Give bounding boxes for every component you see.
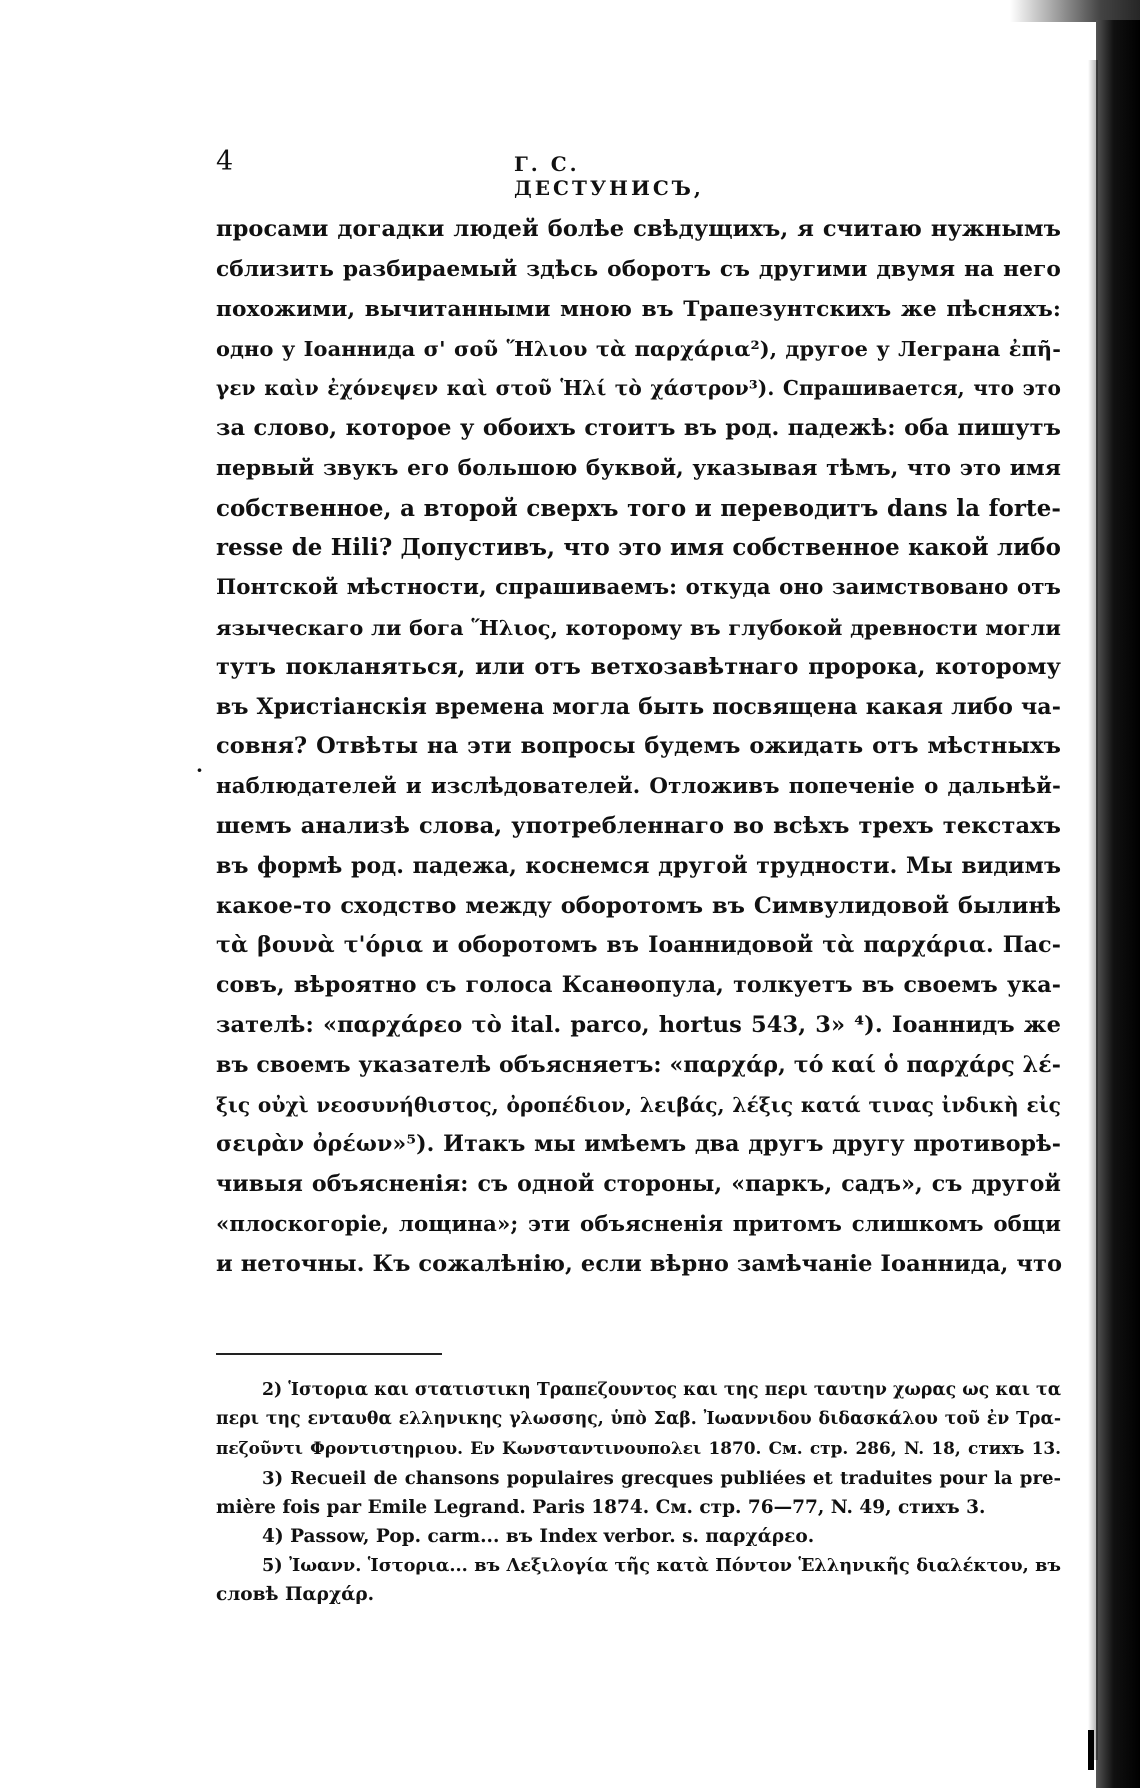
text-line: какое-то сходство между оборотомъ въ Симвулидовой былинѣ xyxy=(216,892,1061,919)
text-line: γεν καὶν ἐχόνεψεν καὶ στοῦ Ἡλί τὸ χάστρον³). Спрашивается, что это xyxy=(216,376,1061,401)
text-line: resse de Hili? Допустивъ, что это имя собственное какой либо xyxy=(216,534,1061,562)
footnote-line: πεζοῦντι Φροντιστηριου. Εν Κωνσταντινουπολει 1870. См. стр. 286, N. 18, стихъ 13. xyxy=(216,1438,1061,1459)
text-line: сблизить разбираемый здѣсь оборотъ съ другими двумя на него xyxy=(216,256,1061,282)
text-line: первый звукъ его большою буквой, указывая тѣмъ, что это имя xyxy=(216,455,1061,481)
text-line: въ формѣ род. падежа, коснемся другой трудности. Мы видимъ xyxy=(216,852,1061,879)
text-line: τὰ βουνὰ τ'όρια и оборотомъ въ Іоаннидовой τὰ παρχάρια. Пас- xyxy=(216,932,1061,959)
text-line: языческаго ли бога Ἥλιος, которому въ глубокой древности могли xyxy=(216,614,1061,640)
footnote-divider xyxy=(216,1353,442,1355)
text-line: и неточны. Къ сожалѣнію, если вѣрно замѣчаніе Іоаннида, что xyxy=(216,1250,1063,1277)
margin-mark: · xyxy=(196,758,203,782)
page-number: 4 xyxy=(216,146,234,177)
text-line: въ Христіанскія времена могла быть посвящена какая либо ча- xyxy=(216,693,1061,720)
text-line: шемъ анализѣ слова, употребленнаго во всѣхъ трехъ текстахъ xyxy=(216,812,1061,839)
footnotes xyxy=(216,1376,1061,1610)
text-line: совня? Отвѣты на эти вопросы будемъ ожидать отъ мѣстныхъ xyxy=(216,733,1061,760)
text-line: чивыя объясненія: съ одной стороны, «паркъ, садъ», съ другой xyxy=(216,1171,1061,1198)
text-line: совъ, вѣроятно съ голоса Ксанѳопула, толкуетъ въ своемъ ука- xyxy=(216,972,1061,999)
text-line: σειρὰν ὀρέων»⁵). Итакъ мы имѣемъ два другъ другу противорѣ- xyxy=(216,1131,1061,1158)
text-line: въ своемъ указателѣ объясняетъ: «παρχάρ, τό καί ὁ παρχάρς λέ- xyxy=(216,1051,1061,1078)
scan-edge-mark xyxy=(1088,1730,1094,1770)
footnote-line: 2) Ἱστορια και στατιστικη Τραπεζουντος και της περι ταυτην χωρας ως και τα xyxy=(262,1380,1061,1400)
page-header xyxy=(216,146,772,200)
footnote-line: словѣ Παρχάρ. xyxy=(216,1584,375,1606)
text-line: одно у Іоаннида σ' σοῦ Ἥλιου τὰ παρχάρια²), другое у Леграна ἐπῆ- xyxy=(216,336,1061,362)
footnote-line: 4) Passow, Pop. carm... въ Index verbor. s. παρχάρεο. xyxy=(262,1525,815,1547)
text-line: собственное, а второй сверхъ того и переводитъ dans la forte- xyxy=(216,494,1061,522)
footnote-line: 5) Ἰωανν. Ἱστορια... въ Λεξιλογία τῆς κατὰ Πόντον Ἑλληνικῆς διαλέκτου, въ xyxy=(262,1555,1061,1577)
text-line: тутъ покланяться, или отъ ветхозавѣтнаго пророка, которому xyxy=(216,653,1061,680)
text-line: просами догадки людей болѣе свѣдущихъ, я считаю нужнымъ xyxy=(216,216,1061,242)
text-line: за слово, которое у обоихъ стоитъ въ род. падежѣ: оба пишутъ xyxy=(216,414,1061,441)
text-line: зателѣ: «παρχάρεο τὸ ital. parco, hortus 543, 3» ⁴). Іоаннидъ же xyxy=(216,1011,1061,1038)
scan-page-edge-top xyxy=(1010,0,1140,22)
footnote-line: 3) Recueil de chansons populaires grecques publiées et traduites pour la pre- xyxy=(262,1467,1061,1489)
text-line: ξις οὐχὶ νεοσυνήθιστος, ὀροπέδιον, λειβάς, λέξις κατά τινας ἰνδικὴ εἰς xyxy=(216,1092,1061,1117)
text-line: Понтской мѣстности, спрашиваемъ: откуда оно заимствовано отъ xyxy=(216,575,1061,601)
text-line: наблюдателей и изслѣдователей. Отложивъ попеченіе о дальнѣй- xyxy=(216,774,1061,800)
scan-page-edge-right xyxy=(1096,20,1140,1788)
footnote-line: mière fois par Emile Legrand. Paris 1874. См. стр. 76—77, N. 49, стихъ 3. xyxy=(216,1496,986,1518)
text-line: похожими, вычитанными мною въ Трапезунтскихъ же пѣсняхъ: xyxy=(216,296,1061,322)
footnote-line: περι της ενταυθα ελληνικης γλωσσης, ὑπὸ Σαβ. Ἰωαννιδου διδασκάλου τοῦ ἐν Τρα- xyxy=(216,1409,1061,1430)
main-text xyxy=(216,210,1061,1285)
text-line: «плоскогоріе, лощина»; эти объясненія притомъ слишкомъ общи xyxy=(216,1211,1061,1237)
running-title: Г. С. ДЕСТУНИСЪ, xyxy=(514,152,704,200)
